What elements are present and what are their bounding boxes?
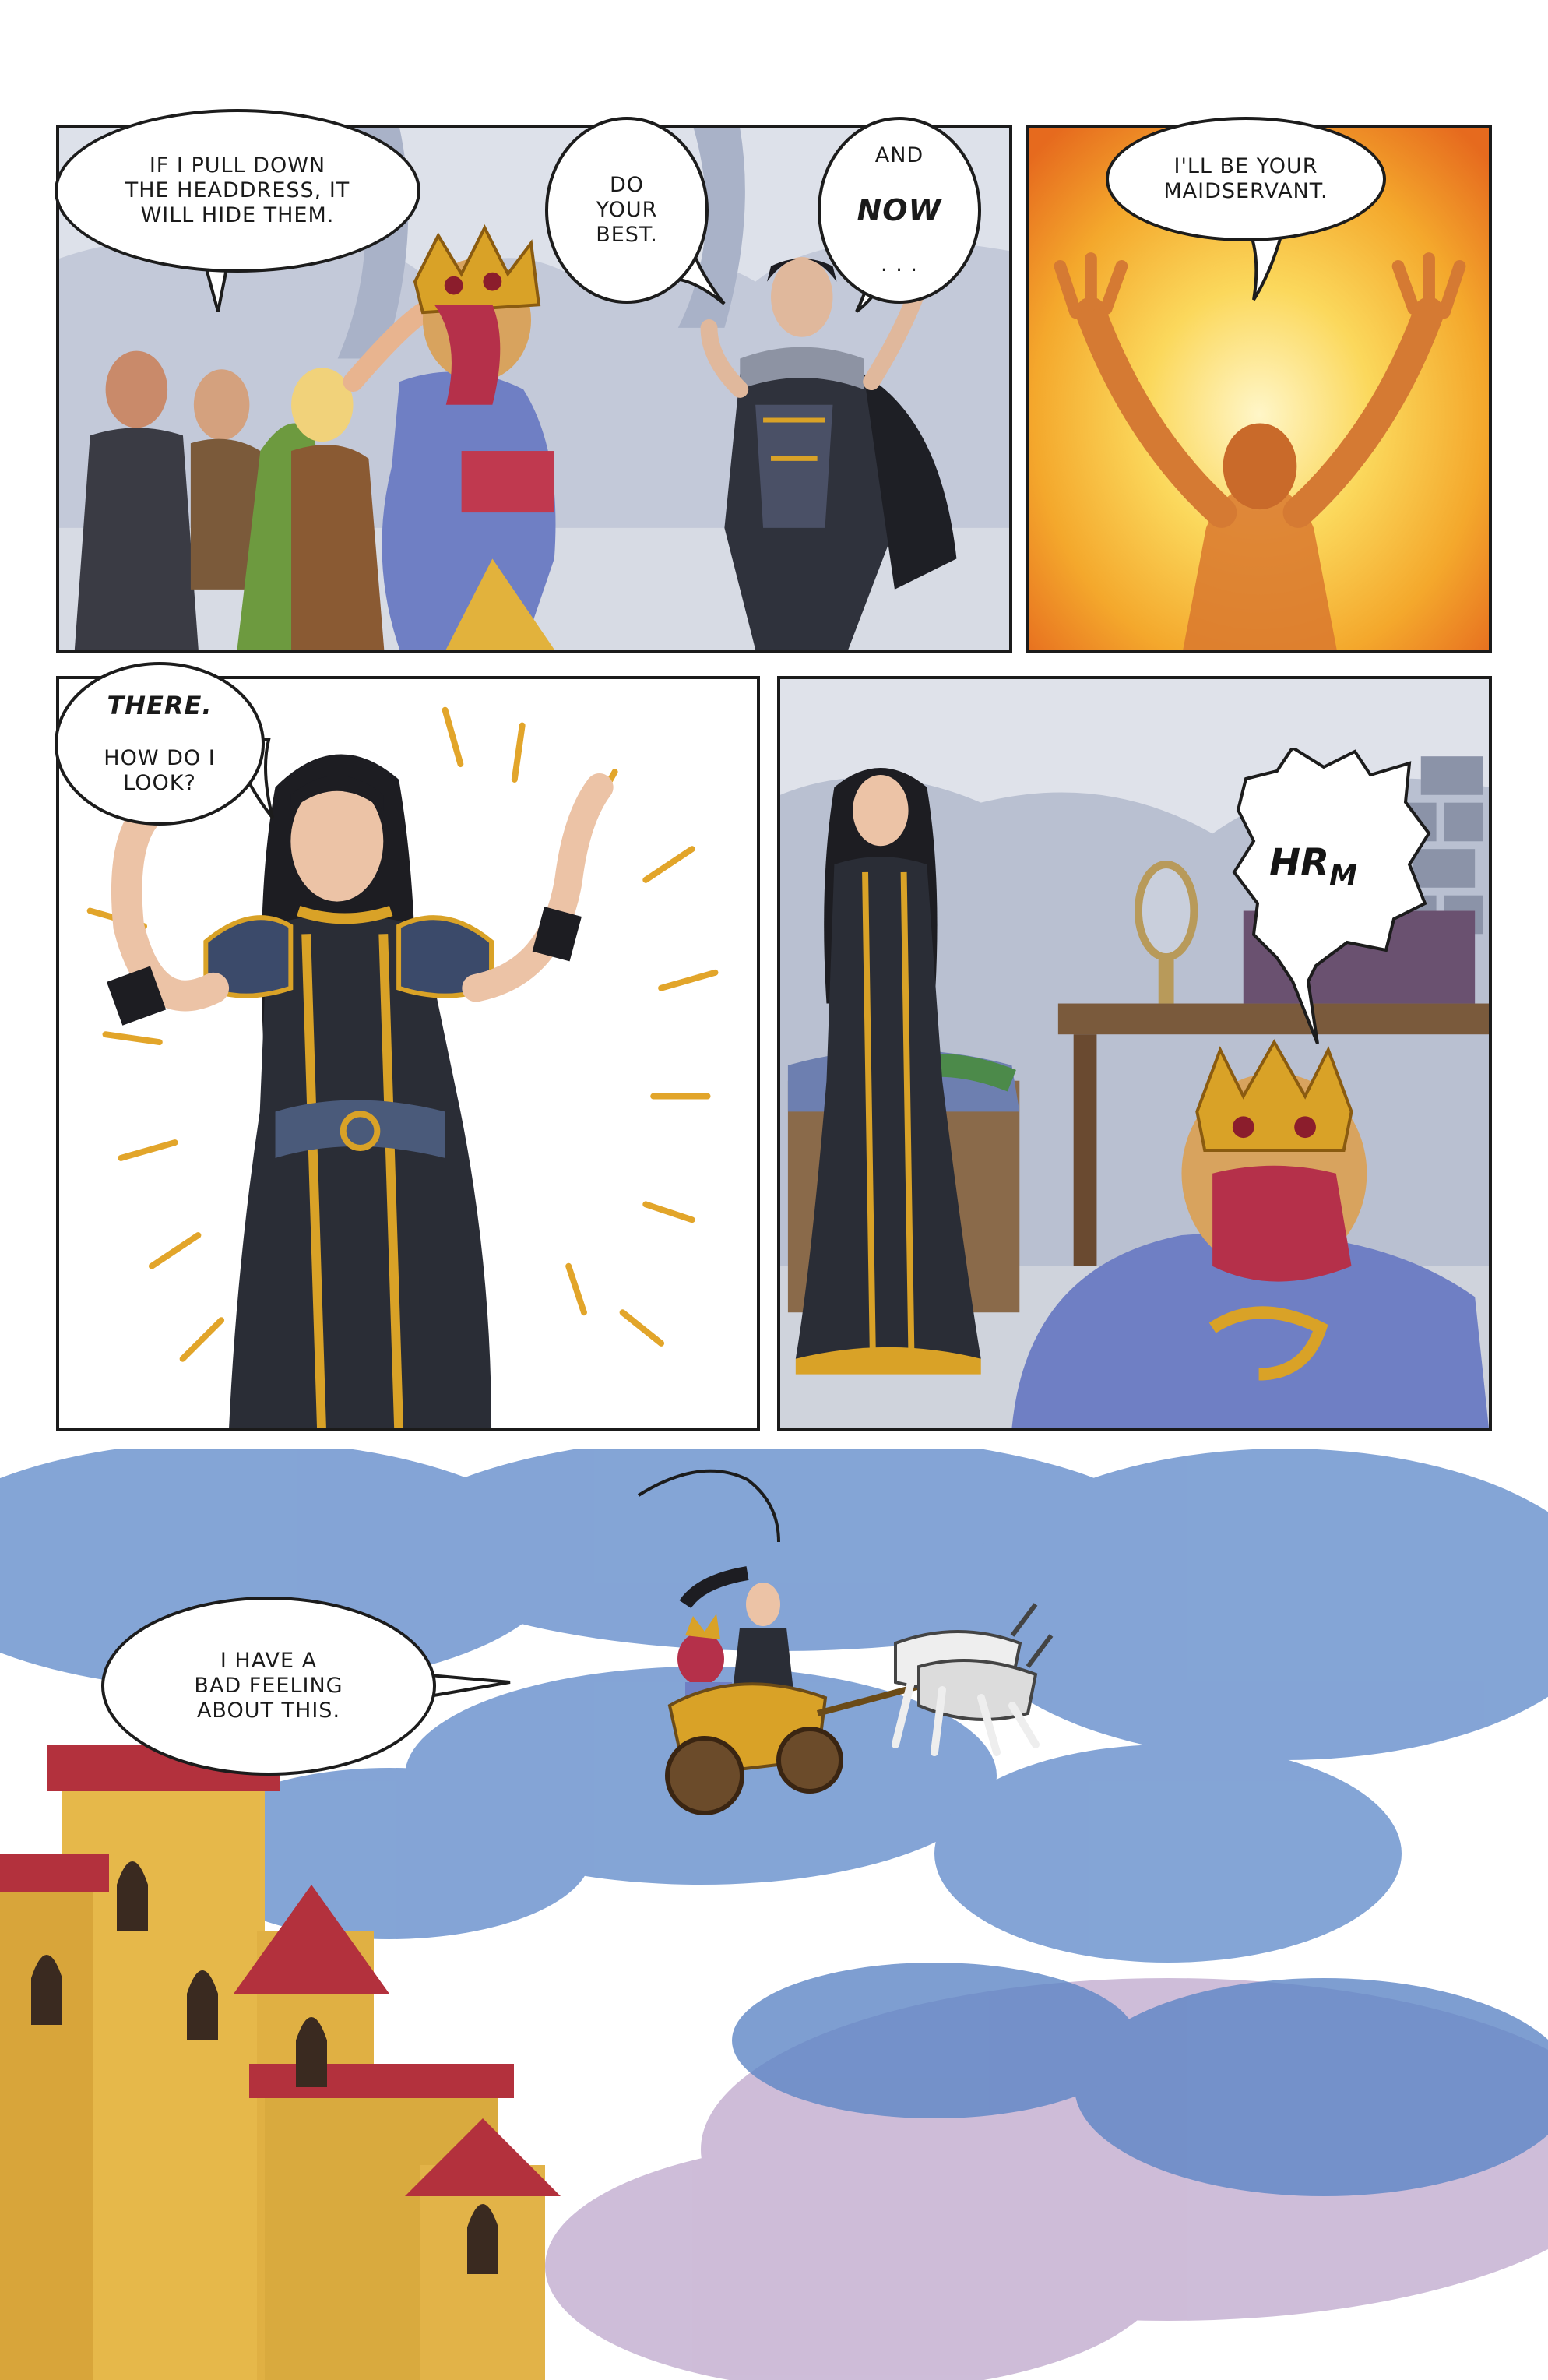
p5-speech-bubble [101, 1597, 436, 1776]
p1-a-text: IF I PULL DOWN THE HEADDRESS, IT WILL HIDE THEM. [125, 153, 350, 227]
p1-a-speech-bubble [55, 109, 420, 273]
veiled-woman-crown [1197, 1042, 1351, 1150]
chariot-wheel-left [667, 1738, 742, 1813]
p3-speech-bubble [55, 662, 265, 826]
p1-c-text-pre: AND [874, 143, 924, 167]
mirror [1138, 864, 1194, 957]
p2-a-text: I'LL BE YOUR MAIDSERVANT. [1163, 154, 1328, 203]
p5-text: I HAVE A BAD FEELING ABOUT THIS. [194, 1649, 343, 1723]
silhouette-head [1223, 423, 1297, 509]
p3-text: HOW DO I LOOK? [104, 745, 216, 795]
hrm-text-main: HR [1269, 841, 1330, 885]
panel-5 [0, 1449, 1548, 2380]
p1-b-text: DO YOUR BEST. [596, 173, 658, 247]
hrm-burst-balloon [1230, 748, 1433, 1044]
hrm-sound-effect [1269, 841, 1357, 892]
maid-head-left [106, 351, 167, 428]
red-sash [462, 451, 554, 512]
panel-5-art [0, 1449, 1548, 2380]
p1-b-speech-bubble [545, 117, 709, 304]
hrm-text-end: M [1329, 860, 1357, 892]
p3-text-emphasis: THERE. [107, 691, 213, 721]
p1-c-text-post: . . . [881, 252, 918, 277]
man-head [771, 257, 832, 337]
maid-dress-left [75, 428, 199, 650]
p2-a-speech-bubble [1106, 117, 1386, 241]
p1-c-speech-bubble [818, 117, 981, 304]
veiled-woman-veil [1212, 1166, 1351, 1282]
p1-c-text-emphasis: NOW [857, 192, 942, 227]
chariot-wheel-right [779, 1729, 841, 1791]
